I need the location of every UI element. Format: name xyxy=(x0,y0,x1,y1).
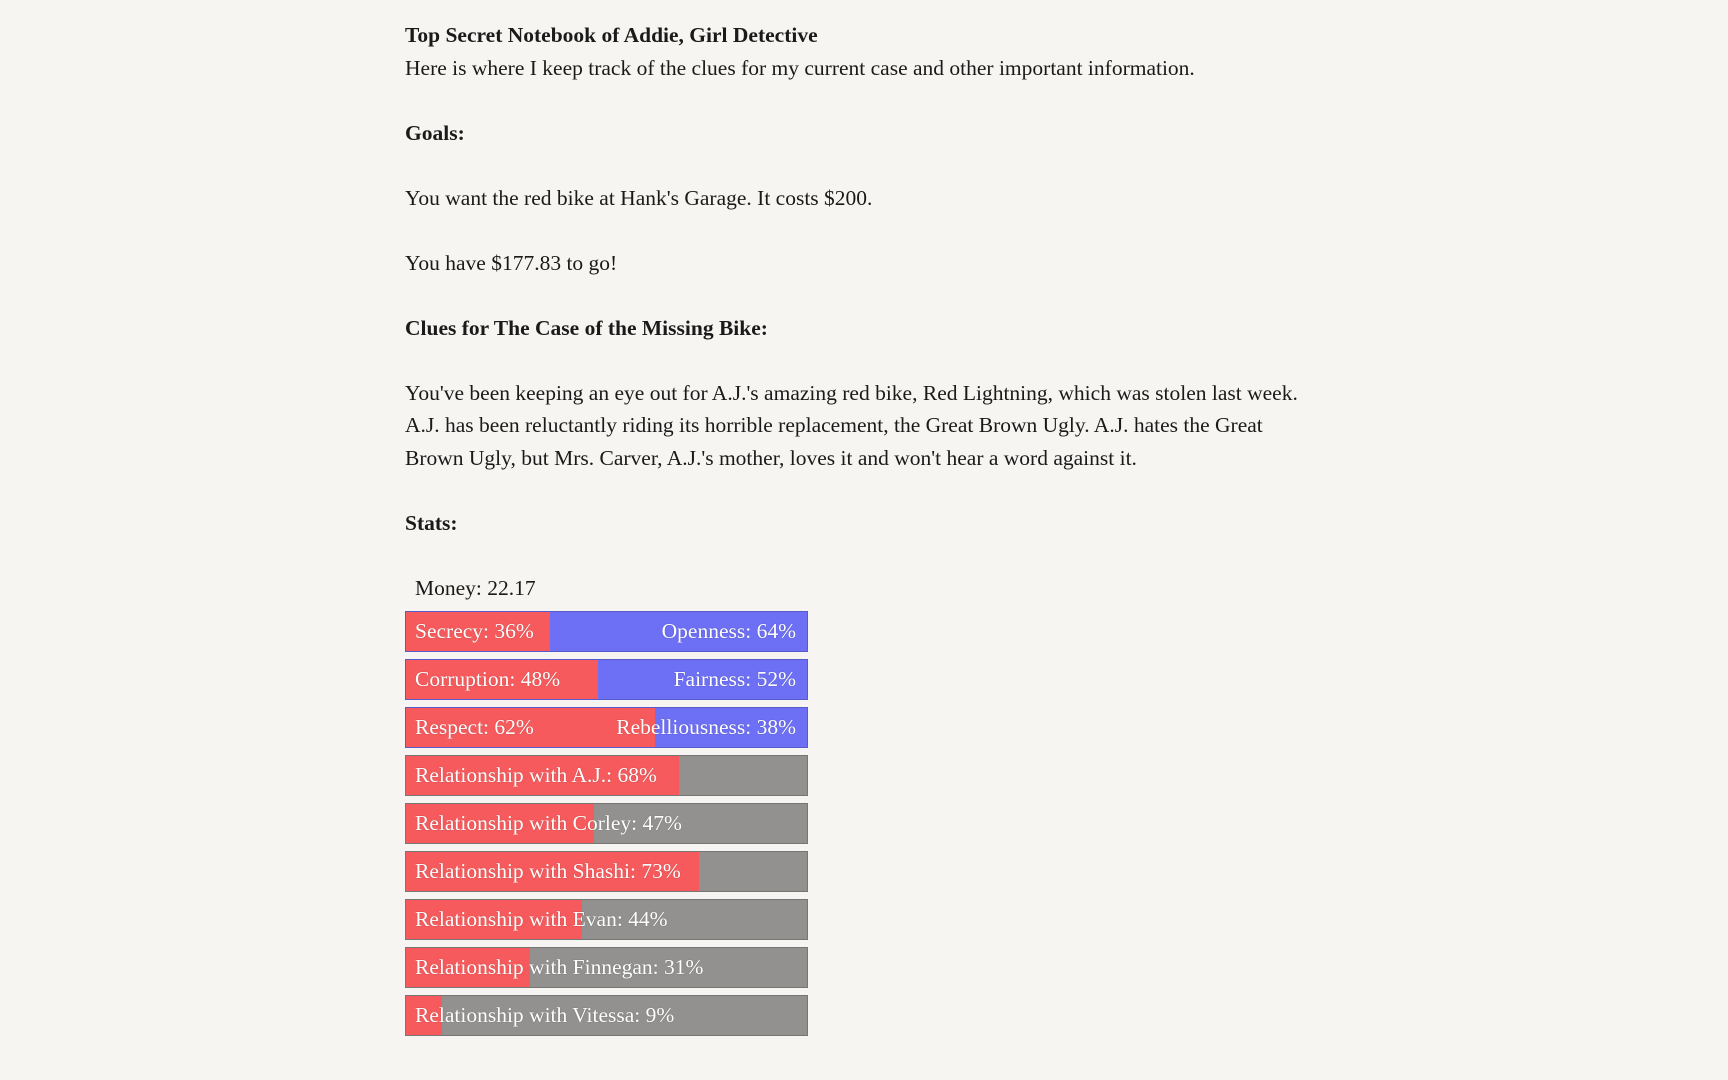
spacer xyxy=(405,279,1315,312)
spacer xyxy=(405,539,1315,572)
intro-text: Here is where I keep track of the clues for my current case and other important information. xyxy=(405,55,1195,80)
clues-heading: Clues for The Case of the Missing Bike: xyxy=(405,315,768,340)
stat-label-openness: Openness: 64% xyxy=(661,619,796,643)
stat-label-secrecy: Secrecy: 36% xyxy=(415,619,534,643)
spacer xyxy=(405,149,1315,182)
relationship-label-vitessa: Relationship with Vitessa: 9% xyxy=(415,1003,675,1027)
relationship-label-finnegan: Relationship with Finnegan: 31% xyxy=(415,955,704,979)
relationship-bar-aj xyxy=(405,755,808,796)
relationship-label-shashi: Relationship with Shashi: 73% xyxy=(415,859,681,883)
relationship-label-evan: Relationship with Evan: 44% xyxy=(415,907,668,931)
relationship-bar-corley xyxy=(405,803,808,844)
spacer xyxy=(405,344,1315,377)
money-stat: Money: 22.17 xyxy=(415,575,536,600)
stats-panel xyxy=(405,572,1315,1037)
stat-bar-respect-rebelliousness xyxy=(405,707,808,748)
relationship-label-corley: Relationship with Corley: 47% xyxy=(415,811,682,835)
stats-heading: Stats: xyxy=(405,510,458,535)
stat-label-rebelliousness: Rebelliousness: 38% xyxy=(616,715,796,739)
stat-bar-secrecy-openness xyxy=(405,611,808,652)
relationship-bar-finnegan xyxy=(405,947,808,988)
notebook-page xyxy=(405,19,1315,1043)
goal-remaining-text: You have $177.83 to go! xyxy=(405,250,618,275)
goals-heading: Goals: xyxy=(405,120,465,145)
page-title: Top Secret Notebook of Addie, Girl Detective xyxy=(405,23,818,47)
stat-label-fairness: Fairness: 52% xyxy=(673,667,796,691)
relationship-bar-vitessa xyxy=(405,995,808,1036)
stat-label-corruption: Corruption: 48% xyxy=(415,667,561,691)
relationship-bar-shashi xyxy=(405,851,808,892)
stat-label-respect: Respect: 62% xyxy=(415,715,534,739)
clues-text: You've been keeping an eye out for A.J.'s amazing red bike, Red Lightning, which was stolen last week. A.J. has been reluctantly riding its horrible replacement, the Great Brown Ugly. A.J. hates the Great Brown Ugly, but Mrs. Carver, A.J.'s mother, loves it and won't hear a word against it. xyxy=(405,380,1298,470)
relationship-bar-evan xyxy=(405,899,808,940)
stat-bar-corruption-fairness xyxy=(405,659,808,700)
spacer xyxy=(405,84,1315,117)
relationship-label-aj: Relationship with A.J.: 68% xyxy=(415,763,657,787)
spacer xyxy=(405,474,1315,507)
spacer xyxy=(405,214,1315,247)
goal-bike-text: You want the red bike at Hank's Garage. It costs $200. xyxy=(405,185,873,210)
